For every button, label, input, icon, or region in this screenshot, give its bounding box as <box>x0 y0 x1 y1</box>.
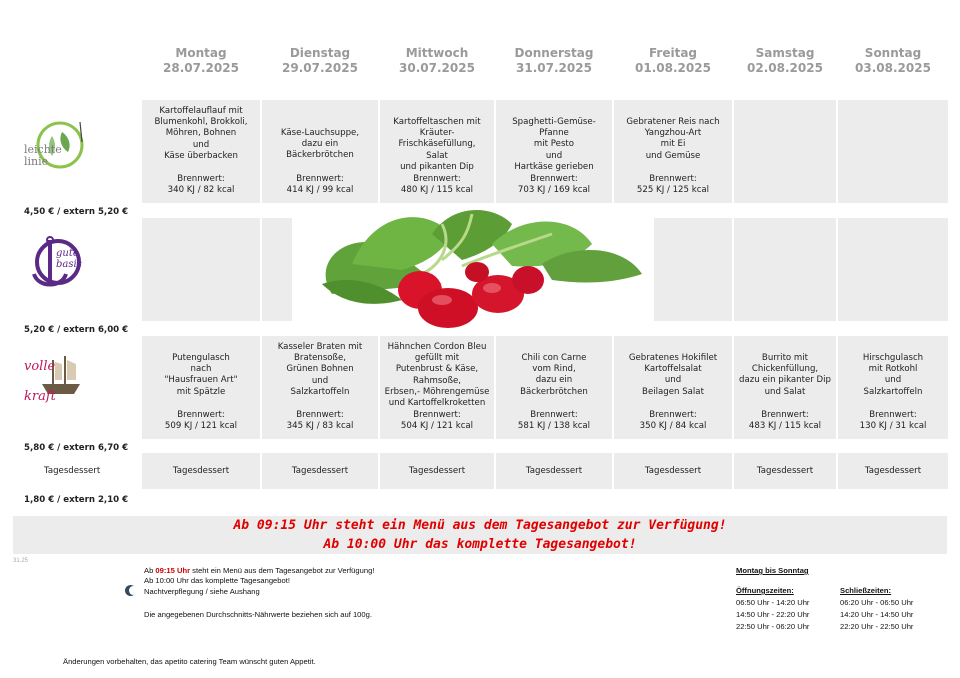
dish-text: Burrito mit Chickenfüllung, dazu ein pikanter Dip und Salat <box>738 353 832 397</box>
dessert-cell-sonntag: Tagesdessert <box>838 453 948 489</box>
volle-cell-montag <box>142 336 260 439</box>
banner-line-2: Ab 10:00 Uhr das komplette Tagesangebot! <box>323 537 637 552</box>
leichte-linie-logo <box>22 118 92 180</box>
price-volle-kraft: 5,80 € / extern 6,70 € <box>24 443 129 453</box>
gute-basis-logo-text: gute basis <box>56 248 82 270</box>
dessert-cell-donnerstag: Tagesdessert <box>496 453 612 489</box>
dish-text: Gebratenes Hokifilet Kartoffelsalat und Beilagen Salat <box>628 353 718 397</box>
energy-text: Brennwert: 414 KJ / 99 kcal <box>286 174 354 196</box>
note-nutrition: Die angegebenen Durchschnitts-Nährwerte beziehen sich auf 100g. <box>144 610 372 619</box>
day-header-montag: Montag 28.07.2025 <box>163 46 239 75</box>
leicht-cell-sonntag <box>838 100 948 203</box>
leicht-cell-montag <box>142 100 260 203</box>
day-header-donnerstag: Donnerstag 31.07.2025 <box>514 46 594 75</box>
leicht-cell-dienstag <box>262 100 378 203</box>
dish-text: Chili con Carne vom Rind, dazu ein Bäckerbrötchen <box>520 353 588 397</box>
energy-text: Brennwert: 581 KJ / 138 kcal <box>517 410 591 432</box>
volle-cell-freitag <box>614 336 732 439</box>
volle-kraft-logo-text: volle kraft <box>24 359 56 404</box>
energy-text: Brennwert: 340 KJ / 82 kcal <box>167 174 235 196</box>
energy-text: Brennwert: 504 KJ / 121 kcal <box>400 410 474 432</box>
leicht-cell-samstag <box>734 100 836 203</box>
closing-hours-list: 06:20 Uhr - 06:50 Uhr 14:20 Uhr - 14:50 Uhr 22:20 Uhr - 22:50 Uhr <box>840 598 914 631</box>
page-code: 31.25 <box>13 558 29 564</box>
dessert-row-label: Tagesdessert <box>44 466 101 476</box>
energy-text: Brennwert: 345 KJ / 83 kcal <box>286 410 354 432</box>
energy-text: Brennwert: 703 KJ / 169 kcal <box>517 174 591 196</box>
dish-text: Hirschgulasch mit Rotkohl und Salzkartoffeln <box>862 353 924 397</box>
energy-text: Brennwert: 130 KJ / 31 kcal <box>859 410 927 432</box>
dish-text: Kartoffeltaschen mit Kräuter-Frischkäsefüllung, Salat und pikanten Dip <box>393 117 481 172</box>
day-header-sonntag: Sonntag 03.08.2025 <box>855 46 931 75</box>
opening-hours-list: 06:50 Uhr - 14:20 Uhr 14:50 Uhr - 22:20 Uhr 22:50 Uhr - 06:20 Uhr <box>736 598 810 631</box>
dish-text: Putengulasch nach "Hausfrauen Art" mit Spätzle <box>164 353 238 397</box>
hours-range: Montag bis Sonntag <box>736 566 809 575</box>
leichte-linie-logo-text: leichte linie <box>24 143 62 168</box>
volle-cell-donnerstag <box>496 336 612 439</box>
price-dessert: 1,80 € / extern 2,10 € <box>24 495 129 505</box>
note-night: Nachtverpflegung / siehe Aushang <box>144 587 260 596</box>
volle-cell-sonntag <box>838 336 948 439</box>
dessert-cell-samstag: Tagesdessert <box>734 453 836 489</box>
leicht-cell-donnerstag <box>496 100 612 203</box>
note-line-2: Ab 10:00 Uhr das komplette Tagesangebot! <box>144 576 290 585</box>
opening-hours-title: Öffnungszeiten: <box>736 586 794 595</box>
dish-text: Kartoffelauflauf mit Blumenkohl, Brokkoli, Möhren, Bohnen und Käse überbacken <box>154 106 248 161</box>
day-header-dienstag: Dienstag 29.07.2025 <box>282 46 358 75</box>
volle-kraft-logo <box>22 350 92 416</box>
dessert-cell-montag: Tagesdessert <box>142 453 260 489</box>
price-leichte-linie: 4,50 € / extern 5,20 € <box>24 207 129 217</box>
radish-icon <box>292 204 654 330</box>
footer-note: Änderungen vorbehalten, das apetito catering Team wünscht guten Appetit. <box>63 657 316 666</box>
dish-text: Kasseler Braten mit Bratensoße, Grünen Bohnen und Salzkartoffeln <box>277 342 363 397</box>
gute-basis-logo <box>22 234 92 296</box>
volle-cell-mittwoch <box>380 336 494 439</box>
volle-cell-samstag <box>734 336 836 439</box>
dessert-cell-dienstag: Tagesdessert <box>262 453 378 489</box>
gute-cell-samstag <box>734 218 836 321</box>
dish-text: Käse-Lauchsuppe, dazu ein Bäckerbrötchen <box>280 128 360 161</box>
banner-line-1: Ab 09:15 Uhr steht ein Menü aus dem Tagesangebot zur Verfügung! <box>233 518 727 533</box>
availability-banner <box>13 516 947 554</box>
day-header-freitag: Freitag 01.08.2025 <box>635 46 711 75</box>
closing-hours-title: Schließzeiten: <box>840 586 892 595</box>
moon-icon <box>125 585 136 596</box>
leicht-cell-mittwoch <box>380 100 494 203</box>
dish-text: Gebratener Reis nach Yangzhou-Art mit Ei und Gemüse <box>626 117 720 161</box>
dish-text: Hähnchen Cordon Bleu gefüllt mit Putenbrust & Käse, Rahmsoße, Erbsen,- Möhrengemüse und Kartoffelkroketten <box>384 342 490 409</box>
day-header-mittwoch: Mittwoch 30.07.2025 <box>399 46 475 75</box>
gute-cell-montag <box>142 218 260 321</box>
day-header-samstag: Samstag 02.08.2025 <box>747 46 823 75</box>
energy-text: Brennwert: 350 KJ / 84 kcal <box>639 410 707 432</box>
dish-text: Spaghetti-Gemüse-Pfanne mit Pesto und Hartkäse gerieben <box>512 117 596 172</box>
gute-cell-sonntag <box>838 218 948 321</box>
leicht-cell-freitag <box>614 100 732 203</box>
energy-text: Brennwert: 525 KJ / 125 kcal <box>636 174 710 196</box>
dessert-cell-freitag: Tagesdessert <box>614 453 732 489</box>
price-gute-basis: 5,20 € / extern 6,00 € <box>24 325 129 335</box>
energy-text: Brennwert: 509 KJ / 121 kcal <box>164 410 238 432</box>
note-line-1: Ab 09:15 Uhr steht ein Menü aus dem Tagesangebot zur Verfügung! <box>144 566 375 575</box>
energy-text: Brennwert: 480 KJ / 115 kcal <box>400 174 474 196</box>
volle-cell-dienstag <box>262 336 378 439</box>
radish-image <box>292 204 654 330</box>
energy-text: Brennwert: 483 KJ / 115 kcal <box>748 410 822 432</box>
dessert-cell-mittwoch: Tagesdessert <box>380 453 494 489</box>
